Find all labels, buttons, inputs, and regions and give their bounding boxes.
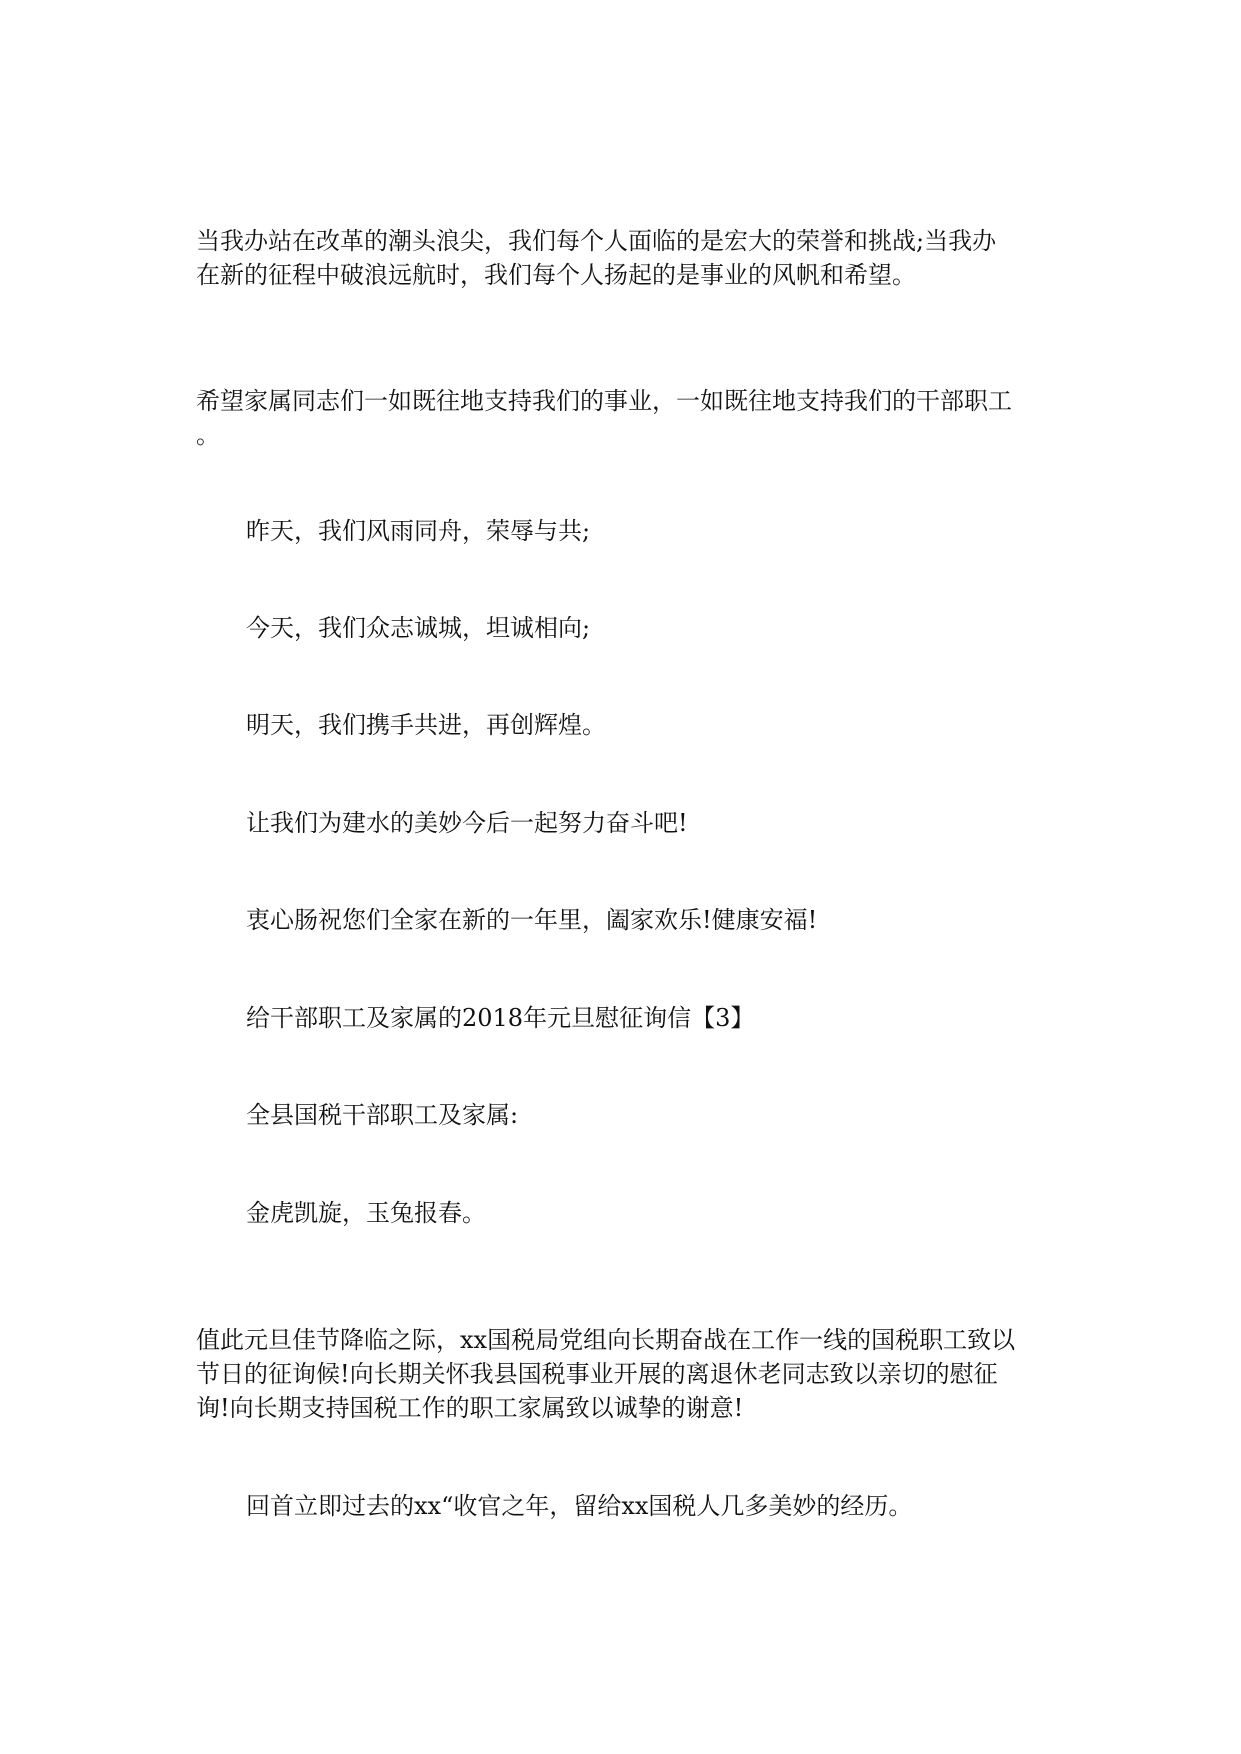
paragraph-today [246,611,1096,645]
text-line: 在新的征程中破浪远航时，我们每个人扬起的是事业的风帆和希望。 [196,261,916,289]
paragraph-tomorrow [246,708,1096,742]
text-line: 回首立即过去的xx“收官之年，留给xx国税人几多美妙的经历。 [246,1492,913,1520]
text-line: 询!向长期支持国税工作的职工家属致以诚挚的谢意! [196,1394,744,1422]
text-line: 给干部职工及家属的2018年元旦慰征询信【3】 [246,1004,755,1032]
paragraph-strive [246,806,1096,840]
paragraph-family-support [196,384,1046,452]
paragraph-blessing [246,903,1096,937]
salutation [246,1098,1096,1132]
text-line: 明天，我们携手共进，再创辉煌。 [246,711,606,739]
text-line: 当我办站在改革的潮头浪尖，我们每个人面临的是宏大的荣誉和挑战;当我办 [196,227,997,255]
text-line: 。 [196,421,220,449]
text-line: 让我们为建水的美妙今后一起努力奋斗吧! [246,809,688,837]
paragraph-retrospect [246,1489,1096,1523]
text-line: 昨天，我们风雨同舟，荣辱与共; [246,517,591,545]
paragraph-reform [196,224,1046,292]
section-heading [246,1001,1096,1035]
paragraph-yesterday [246,514,1096,548]
paragraph-new-year [196,1323,1046,1425]
text-line: 衷心肠祝您们全家在新的一年里，阖家欢乐!健康安福! [246,906,818,934]
text-line: 希望家属同志们一如既往地支持我们的事业，一如既往地支持我们的干部职工 [196,387,1012,415]
text-line: 金虎凯旋，玉兔报春。 [246,1199,486,1227]
text-line: 节日的征询候!向长期关怀我县国税事业开展的离退休老同志致以亲切的慰征 [196,1360,998,1388]
text-line: 全县国税干部职工及家属: [246,1101,519,1129]
paragraph-greeting [246,1196,1096,1230]
text-line: 值此元旦佳节降临之际，xx国税局党组向长期奋战在工作一线的国税职工致以 [196,1326,1016,1354]
text-line: 今天，我们众志诚城，坦诚相向; [246,614,591,642]
